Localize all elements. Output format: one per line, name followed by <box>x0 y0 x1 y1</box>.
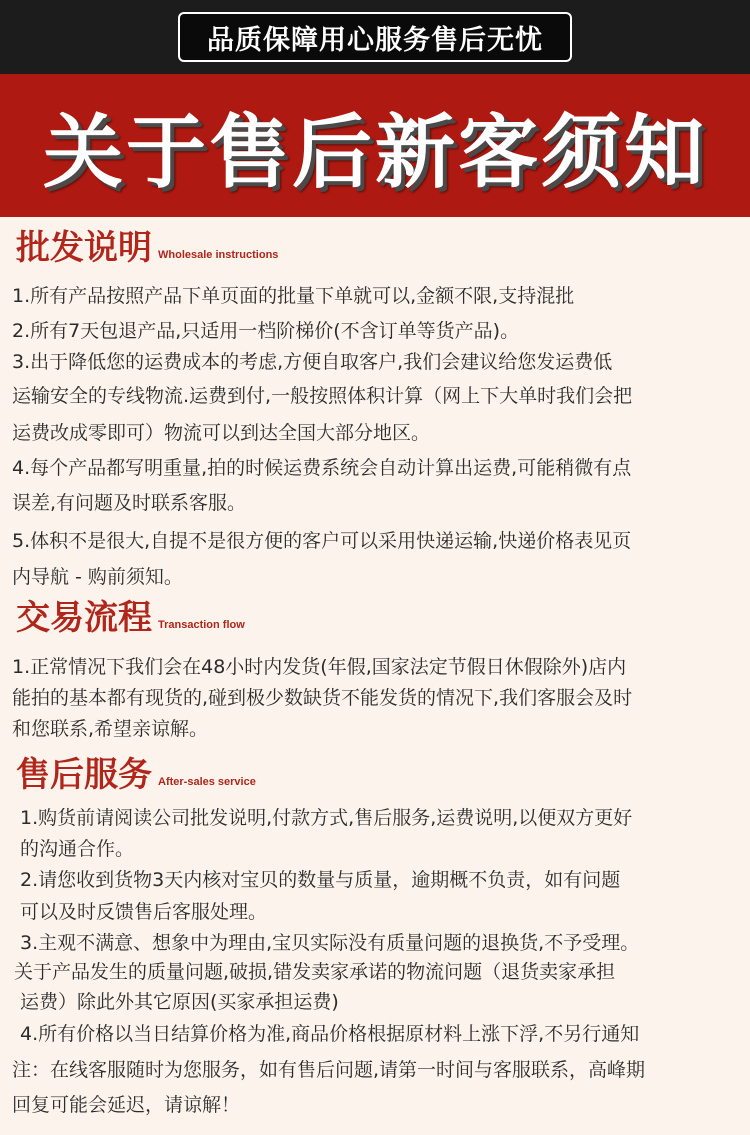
aftersales-subtitle: After-sales service <box>158 776 256 788</box>
aftersales-line: 4.所有价格以当日结算价格为准,商品价格根据原材料上涨下浮,不另行通知 <box>20 1023 640 1045</box>
slogan-badge: 品质保障用心服务售后无忧 <box>178 12 572 62</box>
wholesale-subtitle: Wholesale instructions <box>158 249 279 261</box>
wholesale-line: 5.体积不是很大,自提不是很方便的客户可以采用快递运输,快递价格表见页 <box>12 530 632 552</box>
transaction-line: 和您联系,希望亲谅解。 <box>12 718 209 740</box>
title-banner <box>0 74 750 217</box>
note-line: 回复可能会延迟，请谅解！ <box>12 1094 241 1116</box>
note-line: 注：在线客服随时为您服务，如有售后问题,请第一时间与客服联系，高峰期 <box>12 1059 646 1081</box>
wholesale-line: 内导航 - 购前须知。 <box>12 566 183 588</box>
wholesale-line: 运费改成零即可）物流可以到达全国大部分地区。 <box>12 422 431 444</box>
transaction-heading <box>16 598 245 638</box>
wholesale-line: 误差,有问题及时联系客服。 <box>12 492 247 514</box>
aftersales-title: 售后服务 <box>16 755 152 795</box>
aftersales-line: 关于产品发生的质量问题,破损,错发卖家承诺的物流问题（退货卖家承担 <box>14 961 616 983</box>
aftersales-line: 的沟通合作。 <box>20 838 135 860</box>
wholesale-line: 运输安全的专线物流.运费到付,一般按照体积计算（网上下大单时我们会把 <box>12 385 633 407</box>
aftersales-line: 2.请您收到货物3天内核对宝贝的数量与质量，逾期概不负责，如有问题 <box>20 869 621 891</box>
top-bar <box>0 0 750 74</box>
transaction-title: 交易流程 <box>16 598 152 638</box>
transaction-subtitle: Transaction flow <box>158 619 245 631</box>
aftersales-line: 可以及时反馈售后客服处理。 <box>20 901 268 923</box>
wholesale-title: 批发说明 <box>16 228 152 268</box>
transaction-line: 能拍的基本都有现货的,碰到极少数缺货不能发货的情况下,我们客服会及时 <box>12 687 633 709</box>
wholesale-line: 3.出于降低您的运费成本的考虑,方便自取客户,我们会建议给您发运费低 <box>12 351 613 373</box>
wholesale-heading <box>16 228 279 268</box>
aftersales-line: 运费）除此外其它原因(买家承担运费) <box>20 991 339 1013</box>
aftersales-line: 1.购货前请阅读公司批发说明,付款方式,售后服务,运费说明,以便双方更好 <box>20 807 633 829</box>
aftersales-line: 3.主观不满意、想象中为理由,宝贝实际没有质量问题的退换货,不予受理。 <box>20 932 640 954</box>
wholesale-line: 4.每个产品都写明重量,拍的时候运费系统会自动计算出运费,可能稍微有点 <box>12 457 632 479</box>
page-title: 关于售后新客须知 <box>43 106 707 199</box>
transaction-line: 1.正常情况下我们会在48小时内发货(年假,国家法定节假日休假除外)店内 <box>12 656 627 678</box>
wholesale-line: 2.所有7天包退产品,只适用一档阶梯价(不含订单等货产品)。 <box>12 320 520 342</box>
wholesale-line: 1.所有产品按照产品下单页面的批量下单就可以,金额不限,支持混批 <box>12 285 575 307</box>
aftersales-heading <box>16 755 256 795</box>
